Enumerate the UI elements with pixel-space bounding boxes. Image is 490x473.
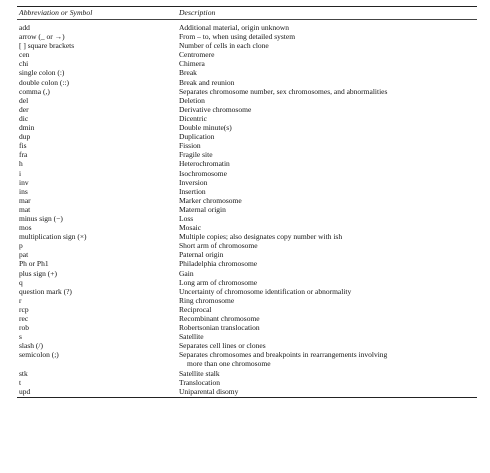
cell-description <box>179 32 477 41</box>
table-body <box>17 23 477 396</box>
table-row <box>17 187 477 196</box>
description-text: Reciprocal <box>179 304 212 314</box>
cell-description <box>179 105 477 114</box>
table-row <box>17 96 477 105</box>
cell-description <box>179 278 477 287</box>
cell-description <box>179 123 477 132</box>
cell-description <box>179 287 477 296</box>
cell-abbreviation: Ph or Ph1 <box>19 259 49 269</box>
cell-abbreviation: dmin <box>19 123 35 133</box>
cell-description <box>179 150 477 159</box>
cell-description <box>179 132 477 141</box>
cell-description <box>179 178 477 187</box>
description-text: From – to, when using detailed system <box>179 32 296 42</box>
cell-abbreviation: pat <box>19 250 29 260</box>
table-row <box>17 296 477 305</box>
description-text: Fragile site <box>179 150 213 160</box>
table-row <box>17 214 477 223</box>
cell-abbreviation: single colon (:) <box>19 68 65 78</box>
table-row <box>17 269 477 278</box>
cell-abbreviation: del <box>19 95 29 105</box>
description-text: Recombinant chromosome <box>179 314 260 323</box>
cell-abbreviation: minus sign (−) <box>19 213 63 223</box>
cell-description <box>179 78 477 87</box>
cell-abbreviation: double colon (::) <box>19 77 69 87</box>
cell-abbreviation: dic <box>19 113 29 123</box>
table-row <box>17 141 477 150</box>
table-row <box>17 178 477 187</box>
cell-abbreviation: q <box>19 277 23 287</box>
table-bottom-rule <box>17 397 477 398</box>
cell-description <box>179 332 477 341</box>
description-continuation: more than one chromosome <box>187 359 271 369</box>
cell-abbreviation: multiplication sign (×) <box>19 232 87 242</box>
description-text: Isochromosome <box>179 168 227 178</box>
cell-description <box>179 196 477 205</box>
description-text: Separates chromosome number, sex chromosomes, and abnormalities <box>179 86 388 96</box>
cell-abbreviation: rcp <box>19 304 29 314</box>
cell-description <box>179 296 477 305</box>
table-row <box>17 387 477 396</box>
description-text: Centromere <box>179 50 215 60</box>
cell-description <box>179 50 477 59</box>
table-row <box>17 378 477 387</box>
description-text: Mosaic <box>179 223 202 233</box>
cell-abbreviation: [ ] square brackets <box>19 41 75 51</box>
cell-description <box>179 250 477 259</box>
description-text: Fission <box>179 141 201 151</box>
cell-description <box>179 341 477 350</box>
description-text: Robertsonian translocation <box>179 323 260 333</box>
description-text: Break <box>179 68 197 78</box>
table-row <box>17 41 477 50</box>
cell-abbreviation: upd <box>19 386 31 396</box>
description-text: Derivative chromosome <box>179 104 252 114</box>
table-row <box>17 87 477 96</box>
table-row <box>17 350 477 368</box>
cell-description <box>179 68 477 77</box>
cell-abbreviation: fis <box>19 141 27 151</box>
cell-abbreviation: cen <box>19 50 30 60</box>
table-row <box>17 241 477 250</box>
cell-description <box>179 223 477 232</box>
table-row <box>17 323 477 332</box>
description-text: Gain <box>179 268 194 278</box>
table-row <box>17 341 477 350</box>
table-row <box>17 59 477 68</box>
description-text: Double minute(s) <box>179 123 232 133</box>
description-text: Short arm of chromosome <box>179 241 258 251</box>
table-row <box>17 232 477 241</box>
description-text: Uncertainty of chromosome identification or abnormality <box>179 286 352 296</box>
cell-description <box>179 350 477 368</box>
cell-abbreviation: mat <box>19 204 31 214</box>
table-row <box>17 159 477 168</box>
table-row <box>17 23 477 32</box>
table-row <box>17 78 477 87</box>
cell-description <box>179 23 477 32</box>
description-text: Philadelphia chromosome <box>179 259 258 269</box>
table-row <box>17 278 477 287</box>
cell-abbreviation: chi <box>19 59 29 69</box>
cell-abbreviation: t <box>19 377 22 387</box>
table-header-row <box>17 7 477 17</box>
cell-abbreviation: question mark (?) <box>19 286 72 296</box>
description-text: Separates cell lines or clones <box>179 341 266 351</box>
cell-description <box>179 369 477 378</box>
cell-description <box>179 205 477 214</box>
description-text: Chimera <box>179 59 205 69</box>
table-row <box>17 259 477 268</box>
cell-abbreviation: der <box>19 104 29 114</box>
header-description: Description <box>179 7 216 17</box>
cell-description <box>179 387 477 396</box>
cell-description <box>179 323 477 332</box>
header-abbreviation: Abbreviation or Symbol <box>19 7 93 17</box>
cell-description <box>179 114 477 123</box>
cell-description <box>179 232 477 241</box>
abbreviation-table <box>17 6 477 398</box>
cell-abbreviation: rob <box>19 323 29 333</box>
table-row <box>17 287 477 296</box>
cell-description <box>179 241 477 250</box>
table-row <box>17 332 477 341</box>
cell-abbreviation: slash (/) <box>19 341 43 351</box>
cell-description <box>179 314 477 323</box>
description-text: Ring chromosome <box>179 295 235 305</box>
description-text: Marker chromosome <box>179 195 242 205</box>
cell-abbreviation: dup <box>19 132 31 142</box>
description-text: Uniparental disomy <box>179 386 239 396</box>
description-text: Inversion <box>179 177 208 187</box>
table-row <box>17 68 477 77</box>
table-row <box>17 123 477 132</box>
description-text: Maternal origin <box>179 204 226 214</box>
cell-abbreviation: add <box>19 23 30 32</box>
description-text: Multiple copies; also designates copy number with ish <box>179 232 343 242</box>
table-row <box>17 250 477 259</box>
cell-description <box>179 87 477 96</box>
cell-abbreviation: r <box>19 295 22 305</box>
cell-description <box>179 187 477 196</box>
cell-abbreviation: mar <box>19 195 31 205</box>
cell-description <box>179 269 477 278</box>
description-text: Dicentric <box>179 113 207 123</box>
cell-abbreviation: h <box>19 159 23 169</box>
cell-description <box>179 159 477 168</box>
cell-abbreviation: s <box>19 332 22 342</box>
description-text: Paternal origin <box>179 250 224 260</box>
cell-description <box>179 305 477 314</box>
table-row <box>17 305 477 314</box>
table-row <box>17 205 477 214</box>
cell-description <box>179 259 477 268</box>
table-header-rule <box>17 19 477 20</box>
description-text: Deletion <box>179 95 205 105</box>
description-text: Insertion <box>179 186 206 196</box>
table-row <box>17 105 477 114</box>
table-row <box>17 196 477 205</box>
cell-description <box>179 214 477 223</box>
description-text: Duplication <box>179 132 215 142</box>
cell-abbreviation: mos <box>19 223 32 233</box>
description-text: Additional material, origin unknown <box>179 23 289 32</box>
table-row <box>17 314 477 323</box>
cell-description <box>179 378 477 387</box>
table-row <box>17 50 477 59</box>
description-text: Translocation <box>179 377 220 387</box>
description-text: Satellite <box>179 332 204 342</box>
cell-description <box>179 141 477 150</box>
cell-abbreviation: p <box>19 241 23 251</box>
cell-description <box>179 169 477 178</box>
table-row <box>17 132 477 141</box>
table-row <box>17 369 477 378</box>
table-row <box>17 32 477 41</box>
description-text: Number of cells in each clone <box>179 41 269 51</box>
cell-abbreviation: stk <box>19 368 28 378</box>
cell-abbreviation: inv <box>19 177 29 187</box>
cell-description <box>179 59 477 68</box>
cell-description <box>179 41 477 50</box>
cell-abbreviation: semicolon (;) <box>19 350 59 360</box>
description-text: Separates chromosomes and breakpoints in rearrangements involving <box>179 350 388 360</box>
cell-abbreviation: rec <box>19 314 29 323</box>
table-row <box>17 169 477 178</box>
cell-description <box>179 96 477 105</box>
table-row <box>17 150 477 159</box>
cell-abbreviation: comma (,) <box>19 86 50 96</box>
description-text: Satellite stalk <box>179 368 220 378</box>
cell-abbreviation: plus sign (+) <box>19 268 57 278</box>
description-text: Loss <box>179 213 194 223</box>
table-row <box>17 114 477 123</box>
cell-abbreviation: arrow (_ or →) <box>19 32 65 42</box>
description-text: Long arm of chromosome <box>179 277 258 287</box>
cell-abbreviation: i <box>19 168 22 178</box>
description-text: Heterochromatin <box>179 159 230 169</box>
cell-abbreviation: fra <box>19 150 28 160</box>
table-row <box>17 223 477 232</box>
cell-abbreviation: ins <box>19 186 28 196</box>
description-text: Break and reunion <box>179 77 235 87</box>
